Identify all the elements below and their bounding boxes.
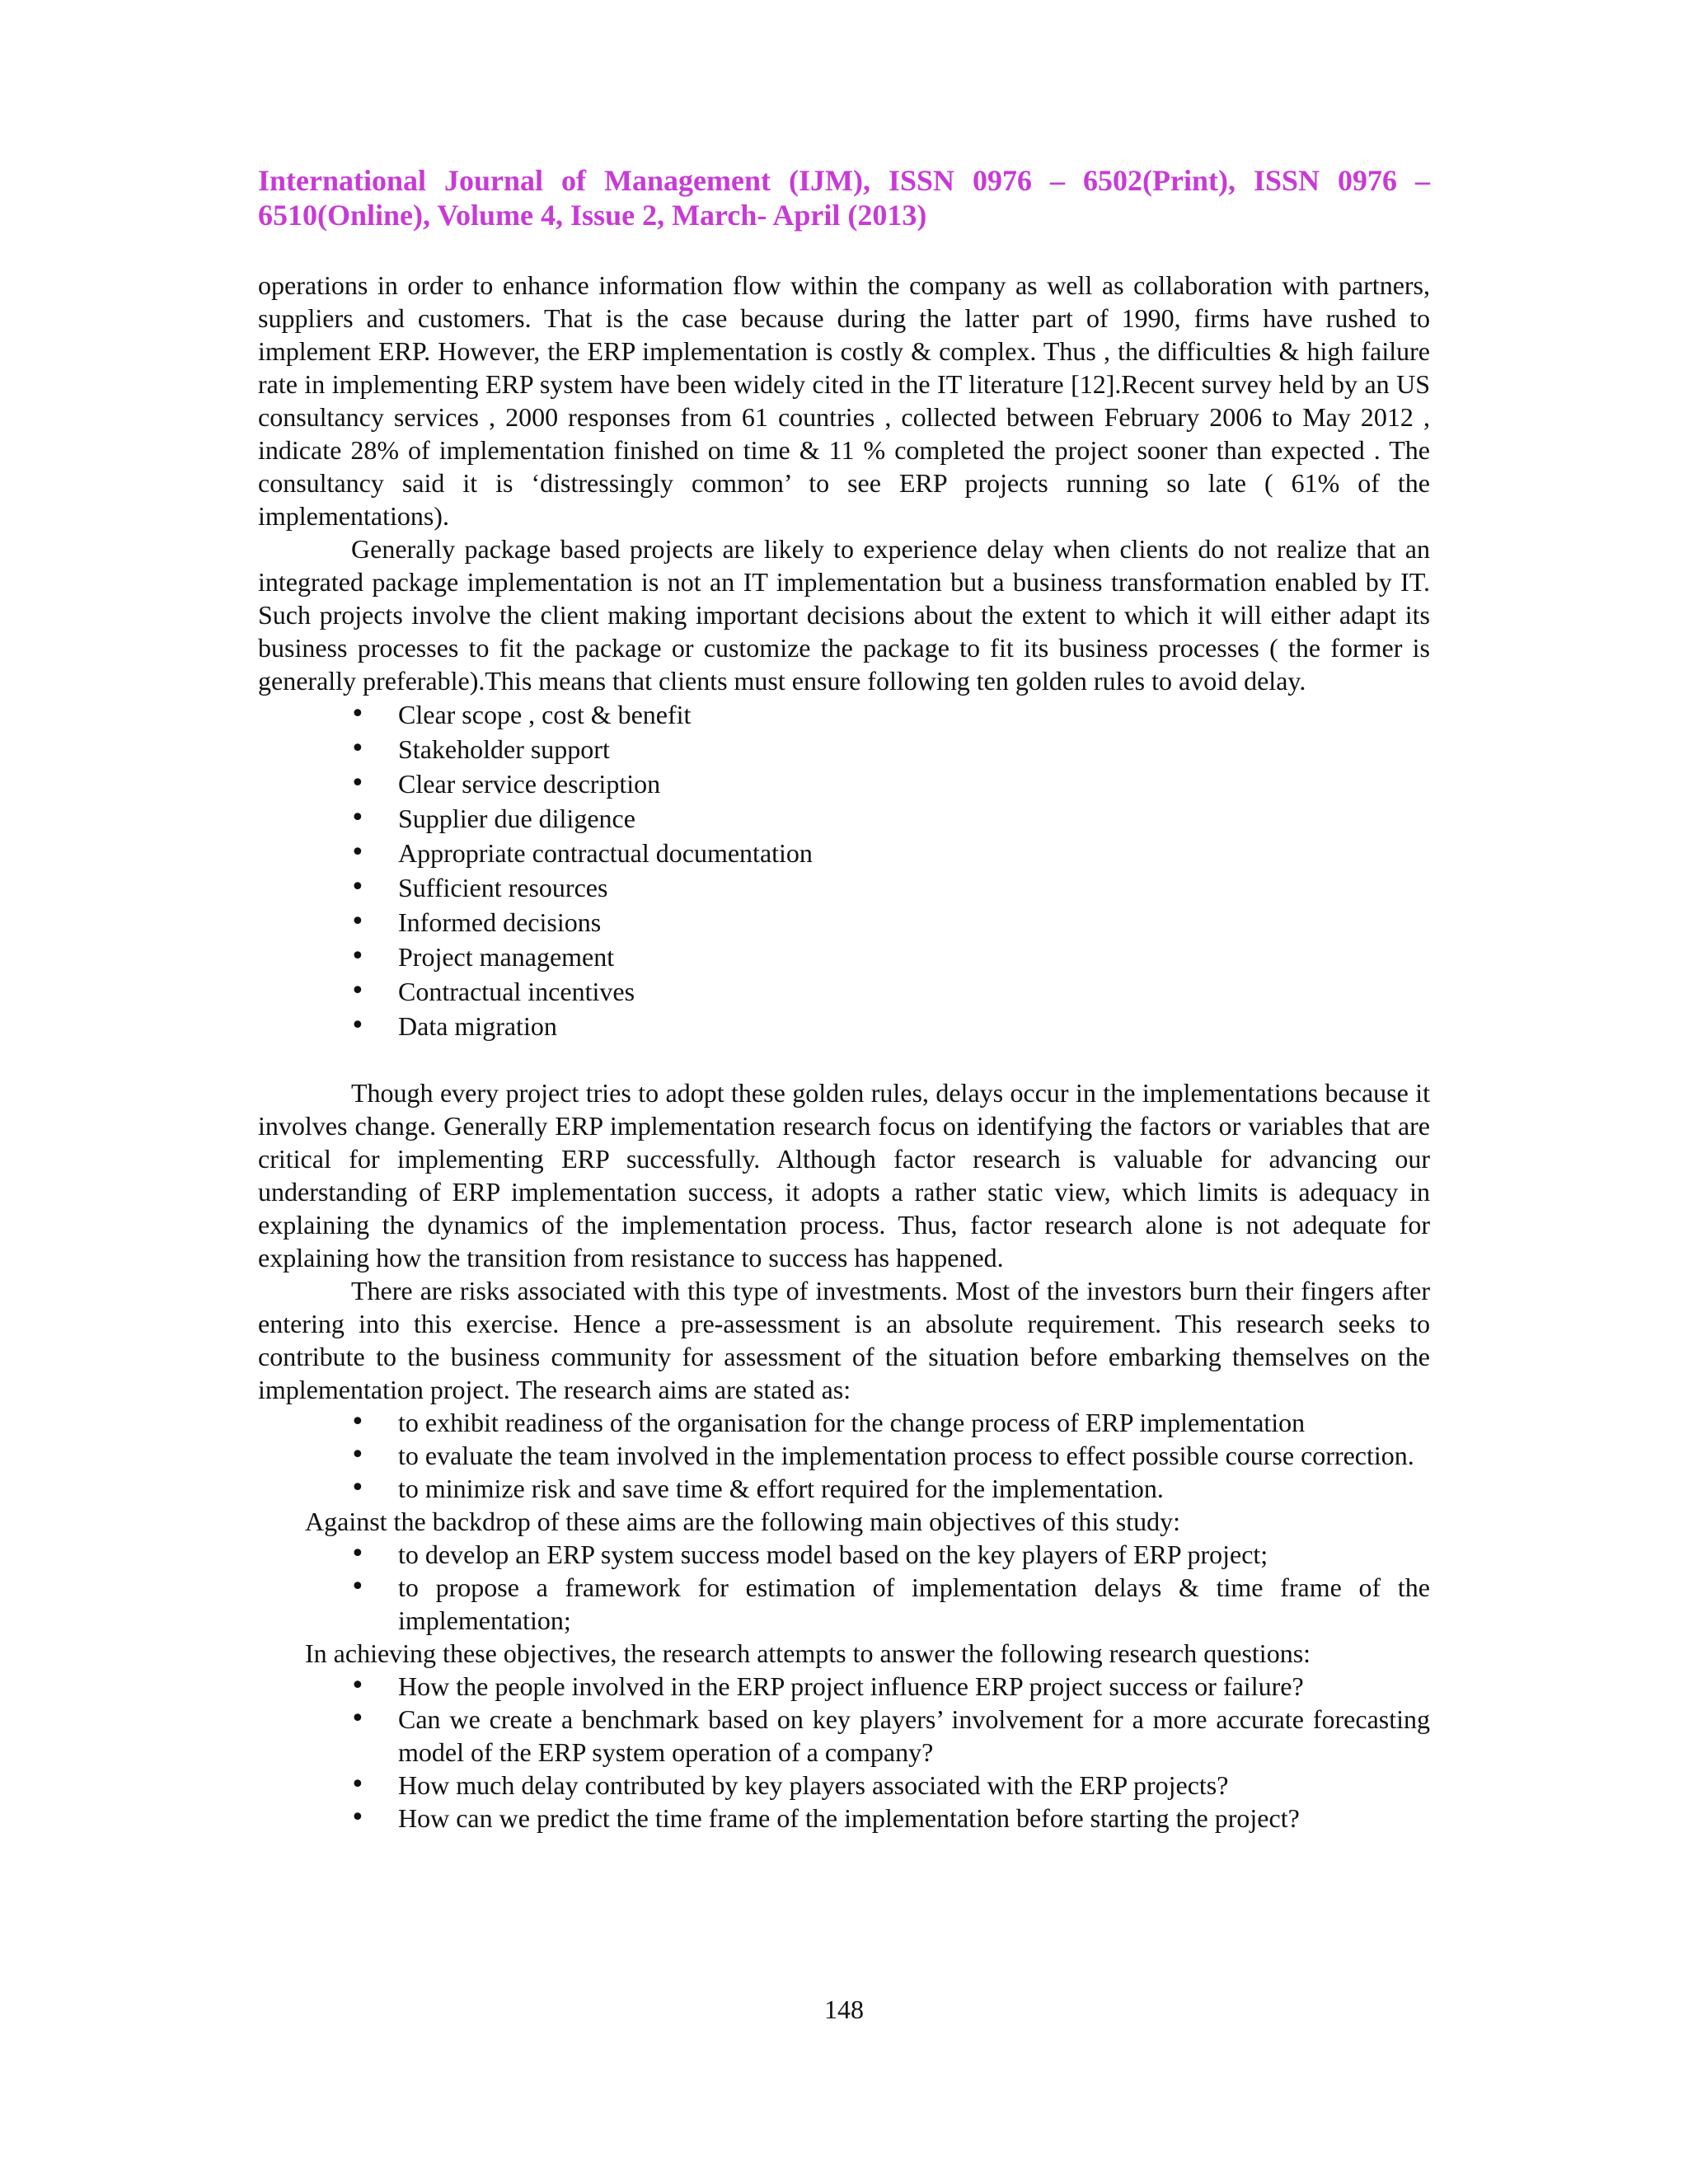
list-item: • How can we predict the time frame of the implementation before starting the project? xyxy=(398,1802,1430,1835)
list-item: • Informed decisions xyxy=(398,905,1430,940)
paragraph-golden-rules-delays: Though every project tries to adopt these golden rules, delays occur in the implementations because it involves change. Generally ERP implementation research focus on identifying the factors or variables that are critical for implementing ERP successfully. Although factor research is valuable for advancing our understanding of ERP implementation success, it adopts a rather static view, which limits is adequacy in explaining the dynamics of the implementation process. Thus, factor research alone is not adequate for explaining how the transition from resistance to success has happened. xyxy=(258,1078,1430,1272)
paragraph-questions-lead: In achieving these objectives, the research attempts to answer the following research questions: xyxy=(305,1638,1311,1668)
paragraph-objectives-lead: Against the backdrop of these aims are the following main objectives of this study: xyxy=(305,1507,1180,1536)
research-questions-list xyxy=(258,1670,1430,1835)
list-item: • to minimize risk and save time & effort required for the implementation. xyxy=(398,1472,1430,1505)
list-item: • Clear service description xyxy=(398,766,1430,801)
article-body xyxy=(258,269,1430,1835)
list-item: • Can we create a benchmark based on key players’ involvement for a more accurate forecasting model of the ERP system operation of a company? xyxy=(398,1703,1430,1769)
list-item: • How much delay contributed by key players associated with the ERP projects? xyxy=(398,1769,1430,1802)
page-number: 148 xyxy=(824,1994,864,2024)
list-item: • to develop an ERP system success model based on the key players of ERP project; xyxy=(398,1538,1430,1571)
list-item: • How the people involved in the ERP project influence ERP project success or failure? xyxy=(398,1670,1430,1703)
list-item: • Contractual incentives xyxy=(398,974,1430,1009)
objectives-list xyxy=(258,1538,1430,1637)
list-item: • Clear scope , cost & benefit xyxy=(398,697,1430,732)
spacer xyxy=(258,1043,1430,1076)
list-item: • Project management xyxy=(398,940,1430,974)
list-item: • to exhibit readiness of the organisation for the change process of ERP implementation xyxy=(398,1406,1430,1439)
list-item: • to evaluate the team involved in the implementation process to effect possible course correction. xyxy=(398,1439,1430,1472)
paragraph-package-projects: Generally package based projects are likely to experience delay when clients do not realize that an integrated package implementation is not an IT implementation but a business transformation enabled by IT. Such projects involve the client making important decisions about the extent to which it will either adapt its business processes to fit the package or customize the package to fit its business processes ( the former is generally preferable).This means that clients must ensure following ten golden rules to avoid delay. xyxy=(258,534,1430,696)
list-item: • Stakeholder support xyxy=(398,732,1430,766)
research-aims-list xyxy=(258,1406,1430,1505)
list-item: • Appropriate contractual documentation xyxy=(398,836,1430,870)
list-item: • Sufficient resources xyxy=(398,870,1430,905)
paragraph-intro: operations in order to enhance information flow within the company as well as collaboration with partners, suppliers and customers. That is the case because during the latter part of 1990, firms have rushed to implement ERP. However, the ERP implementation is costly & complex. Thus , the difficulties & high failure rate in implementing ERP system have been widely cited in the IT literature [12].Recent survey held by an US consultancy services , 2000 responses from 61 countries , collected between February 2006 to May 2012 , indicate 28% of implementation finished on time & 11 % completed the project sooner than expected . The consultancy said it is ‘distressingly common’ to see ERP projects running so late ( 61% of the implementations). xyxy=(258,270,1430,531)
paragraph-risks: There are risks associated with this type of investments. Most of the investors burn their fingers after entering into this exercise. Hence a pre-assessment is an absolute requirement. This research seeks to contribute to the business community for assessment of the situation before embarking themselves on the implementation project. The research aims are stated as: xyxy=(258,1276,1430,1404)
journal-header: International Journal of Management (IJM), ISSN 0976 – 6502(Print), ISSN 0976 – 6510(Online), Volume 4, Issue 2, March- April (2013) xyxy=(258,164,1430,232)
list-item: • to propose a framework for estimation of implementation delays & time frame of the implementation; xyxy=(398,1571,1430,1637)
list-item: • Supplier due diligence xyxy=(398,801,1430,836)
list-item: • Data migration xyxy=(398,1009,1430,1043)
golden-rules-list xyxy=(258,697,1430,1043)
